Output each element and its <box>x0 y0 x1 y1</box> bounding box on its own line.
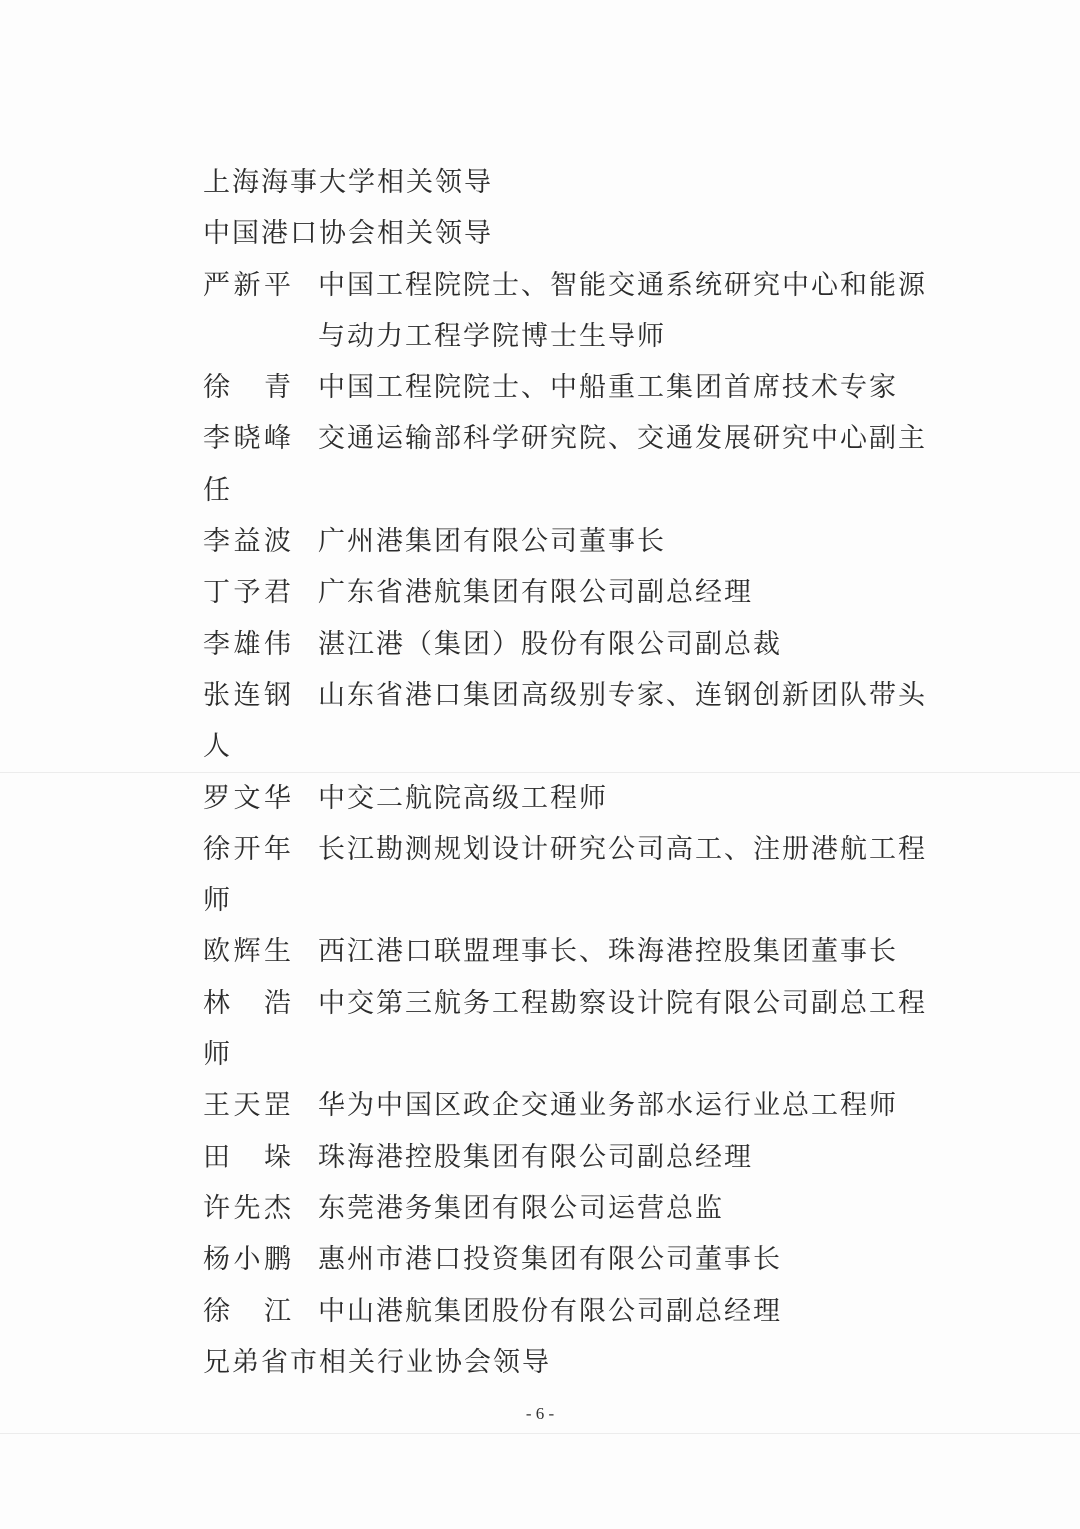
attendee-name: 李益波 <box>203 526 293 558</box>
footer-line: 兄弟省市相关行业协会领导 <box>203 1346 551 1378</box>
attendee-title: 中山港航集团股份有限公司副总经理 <box>318 1295 782 1327</box>
attendee-entry <box>203 1183 933 1234</box>
scan-artifact-line <box>0 1433 1080 1434</box>
attendee-name: 张连钢 <box>203 679 293 711</box>
attendee-name: 徐 江 <box>203 1295 293 1327</box>
attendee-title: 东莞港务集团有限公司运营总监 <box>318 1192 724 1224</box>
attendee-title: 中交第三航务工程勘察设计院有限公司副总工程师 <box>203 987 927 1071</box>
attendee-title: 华为中国区政企交通业务部水运行业总工程师 <box>318 1090 898 1122</box>
attendee-list <box>203 157 933 1388</box>
attendee-name: 徐 青 <box>203 372 293 404</box>
attendee-name: 丁予君 <box>203 577 293 609</box>
attendee-name: 王天罡 <box>203 1090 293 1122</box>
attendee-title: 中国工程院院士、中船重工集团首席技术专家 <box>318 372 898 404</box>
attendee-title: 中国工程院院士、智能交通系统研究中心和能源与动力工程学院博士生导师 <box>318 269 927 352</box>
attendee-entry <box>203 670 933 773</box>
attendee-name: 欧辉生 <box>203 936 293 968</box>
attendee-entry <box>203 978 933 1081</box>
attendee-entry <box>203 260 933 363</box>
attendee-entry <box>203 567 933 618</box>
attendee-entry <box>203 926 933 977</box>
attendee-name: 杨小鹏 <box>203 1244 293 1276</box>
attendee-name: 李晓峰 <box>203 423 293 455</box>
attendee-entry <box>203 773 933 824</box>
attendee-title: 交通运输部科学研究院、交通发展研究中心副主任 <box>203 423 927 506</box>
attendee-entry <box>203 1286 933 1337</box>
attendee-title: 中交二航院高级工程师 <box>318 782 608 814</box>
attendee-title: 西江港口联盟理事长、珠海港控股集团董事长 <box>318 936 898 968</box>
attendee-title: 珠海港控股集团有限公司副总经理 <box>318 1141 753 1173</box>
attendee-title: 广州港集团有限公司董事长 <box>318 526 666 558</box>
attendee-entry <box>203 1132 933 1183</box>
attendee-name: 许先杰 <box>203 1192 293 1224</box>
attendee-entry <box>203 362 933 413</box>
attendee-title: 广东省港航集团有限公司副总经理 <box>318 577 753 609</box>
header-line: 上海海事大学相关领导 <box>203 167 493 198</box>
attendee-entry <box>203 1234 933 1285</box>
attendee-entry <box>203 516 933 567</box>
attendee-title: 惠州市港口投资集团有限公司董事长 <box>318 1244 782 1276</box>
attendee-entry <box>203 413 933 516</box>
attendee-name: 罗文华 <box>203 782 293 814</box>
attendee-title: 长江勘测规划设计研究公司高工、注册港航工程师 <box>203 833 927 917</box>
page-number: - 6 - <box>525 1404 555 1423</box>
attendee-entry <box>203 619 933 670</box>
attendee-name: 徐开年 <box>203 833 293 865</box>
attendee-name: 严新平 <box>203 269 293 301</box>
attendee-title: 湛江港（集团）股份有限公司副总裁 <box>318 628 782 660</box>
attendee-name: 李雄伟 <box>203 628 293 660</box>
attendee-name: 林 浩 <box>203 987 293 1019</box>
entries-list <box>203 260 933 1337</box>
attendee-title: 山东省港口集团高级别专家、连钢创新团队带头人 <box>203 679 927 763</box>
attendee-entry <box>203 1080 933 1131</box>
attendee-entry <box>203 824 933 927</box>
attendee-name: 田 垛 <box>203 1141 293 1173</box>
header-line: 中国港口协会相关领导 <box>203 218 493 250</box>
